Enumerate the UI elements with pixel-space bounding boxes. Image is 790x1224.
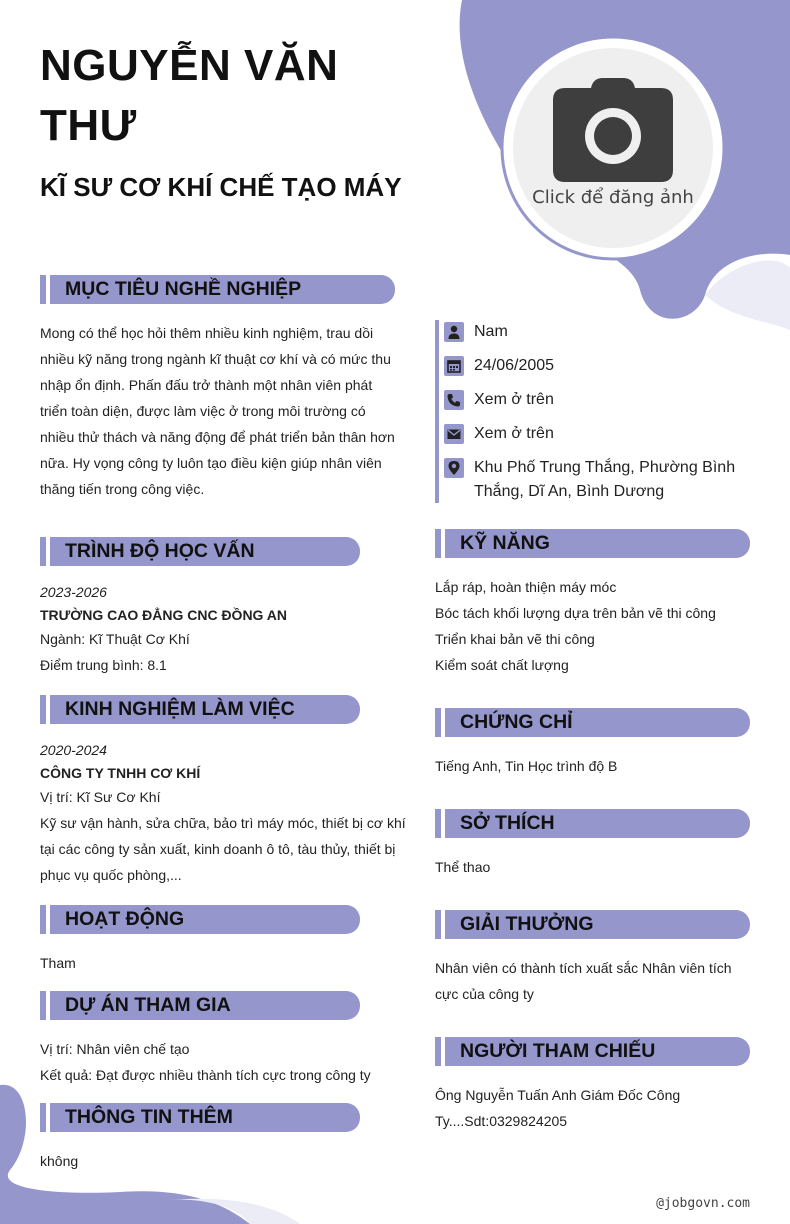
references-line: Ông Nguyễn Tuấn Anh Giám Đốc Công bbox=[435, 1087, 681, 1103]
awards-line: cực của công ty bbox=[435, 986, 534, 1002]
education-block bbox=[40, 580, 410, 678]
person-icon bbox=[444, 322, 464, 342]
skill-item: Triển khai bản vẽ thi công bbox=[435, 631, 595, 647]
section-header-certificates bbox=[435, 708, 750, 737]
education-period: 2023-2026 bbox=[40, 584, 107, 600]
skill-item: Bóc tách khối lượng dựa trên bản vẽ thi công bbox=[435, 605, 716, 621]
objective-line: nhiều kỹ năng trong ngành kĩ thuật cơ khí và có mức thu bbox=[40, 351, 391, 367]
objective-line: nhiều thử thách và năng động để phát triển bản thân hơn bbox=[40, 429, 395, 445]
objective-line: triển toàn diện, được làm việc ở trong môi trường có bbox=[40, 403, 366, 419]
section-header-references bbox=[435, 1037, 750, 1066]
location-pin-icon bbox=[444, 458, 464, 478]
section-header-additional bbox=[40, 1103, 360, 1132]
objective-text bbox=[40, 320, 410, 502]
section-header-education bbox=[40, 537, 360, 566]
objective-line: nhập ổn định. Phấn đấu trở thành một nhân viên phát bbox=[40, 377, 373, 393]
section-header-experience bbox=[40, 695, 360, 724]
section-title: MỤC TIÊU NGHỀ NGHIỆP bbox=[65, 278, 302, 300]
calendar-icon bbox=[444, 356, 464, 376]
section-title: SỞ THÍCH bbox=[460, 812, 555, 834]
section-header-objective bbox=[40, 275, 395, 304]
objective-line: Mong có thể học hỏi thêm nhiều kinh nghiệm, trau dồi bbox=[40, 325, 374, 341]
section-header-activities bbox=[40, 905, 360, 934]
skill-item: Kiểm soát chất lượng bbox=[435, 657, 569, 673]
email-icon bbox=[444, 424, 464, 444]
objective-line: nữa. Hy vọng công ty luôn tạo điều kiện giúp nhân viên bbox=[40, 455, 382, 471]
watermark: @jobgovn.com bbox=[656, 1196, 750, 1211]
contact-value: Khu Phố Trung Thắng, Phường Bình Thắng, Dĩ An, Bình Dương bbox=[474, 459, 736, 500]
section-title: KỸ NĂNG bbox=[460, 532, 550, 554]
section-header-hobbies bbox=[435, 809, 750, 838]
section-title: DỰ ÁN THAM GIA bbox=[65, 994, 231, 1016]
experience-desc-line: tại các công ty sản xuất, kinh doanh ô tô, tàu thủy, thiết bị bbox=[40, 841, 396, 857]
certificates-text: Tiếng Anh, Tin Học trình độ B bbox=[435, 758, 618, 774]
experience-period: 2020-2024 bbox=[40, 742, 107, 758]
section-title: NGƯỜI THAM CHIẾU bbox=[460, 1040, 656, 1062]
section-title: TRÌNH ĐỘ HỌC VẤN bbox=[65, 540, 255, 562]
skill-item: Lắp ráp, hoàn thiện máy móc bbox=[435, 579, 617, 595]
awards-line: Nhân viên có thành tích xuất sắc Nhân viên tích bbox=[435, 960, 732, 976]
additional-text: không bbox=[40, 1153, 79, 1169]
section-title: THÔNG TIN THÊM bbox=[65, 1106, 233, 1128]
education-school: TRƯỜNG CAO ĐẲNG CNC ĐỒNG AN bbox=[40, 607, 288, 623]
objective-line: thăng tiến trong công việc. bbox=[40, 481, 205, 497]
section-header-awards bbox=[435, 910, 750, 939]
photo-upload[interactable] bbox=[513, 48, 713, 248]
experience-block bbox=[40, 738, 410, 888]
section-title: GIẢI THƯỞNG bbox=[460, 913, 594, 935]
references-line: Ty....Sdt:0329824205 bbox=[435, 1113, 568, 1129]
candidate-name: NGUYỄN VĂN THƯ bbox=[40, 41, 339, 150]
project-position: Vị trí: Nhân viên chế tạo bbox=[40, 1041, 190, 1057]
projects-block bbox=[40, 1036, 410, 1088]
camera-icon bbox=[553, 78, 673, 182]
education-gpa: Điểm trung bình: 8.1 bbox=[40, 657, 167, 673]
contact-value: Nam bbox=[474, 323, 508, 340]
contact-value: 24/06/2005 bbox=[474, 357, 555, 374]
photo-upload-label: Click để đăng ảnh bbox=[532, 187, 694, 208]
hobbies-text: Thể thao bbox=[435, 859, 491, 875]
experience-desc-line: phục vụ quốc phòng,... bbox=[40, 867, 182, 883]
job-title: KĨ SƯ CƠ KHÍ CHẾ TẠO MÁY bbox=[40, 172, 402, 202]
contact-value: Xem ở trên bbox=[474, 391, 554, 408]
project-result: Kết quả: Đạt được nhiều thành tích cực trong công ty bbox=[40, 1067, 371, 1083]
section-header-projects bbox=[40, 991, 360, 1020]
section-title: CHỨNG CHỈ bbox=[460, 711, 573, 733]
contact-divider bbox=[435, 320, 439, 503]
activities-text: Tham bbox=[40, 955, 76, 971]
skills-list bbox=[435, 574, 765, 678]
awards-text bbox=[435, 955, 765, 1007]
section-title: HOẠT ĐỘNG bbox=[65, 908, 185, 930]
education-major: Ngành: Kĩ Thuật Cơ Khí bbox=[40, 631, 190, 647]
section-header-skills bbox=[435, 529, 750, 558]
experience-desc-line: Kỹ sư vận hành, sửa chữa, bảo trì máy móc, thiết bị cơ khí bbox=[40, 815, 406, 831]
contact-value: Xem ở trên bbox=[474, 425, 554, 442]
phone-icon bbox=[444, 390, 464, 410]
experience-position: Vị trí: Kĩ Sư Cơ Khí bbox=[40, 789, 161, 805]
experience-company: CÔNG TY TNHH CƠ KHÍ bbox=[40, 765, 201, 781]
section-title: KINH NGHIỆM LÀM VIỆC bbox=[65, 698, 295, 720]
references-text bbox=[435, 1082, 765, 1134]
